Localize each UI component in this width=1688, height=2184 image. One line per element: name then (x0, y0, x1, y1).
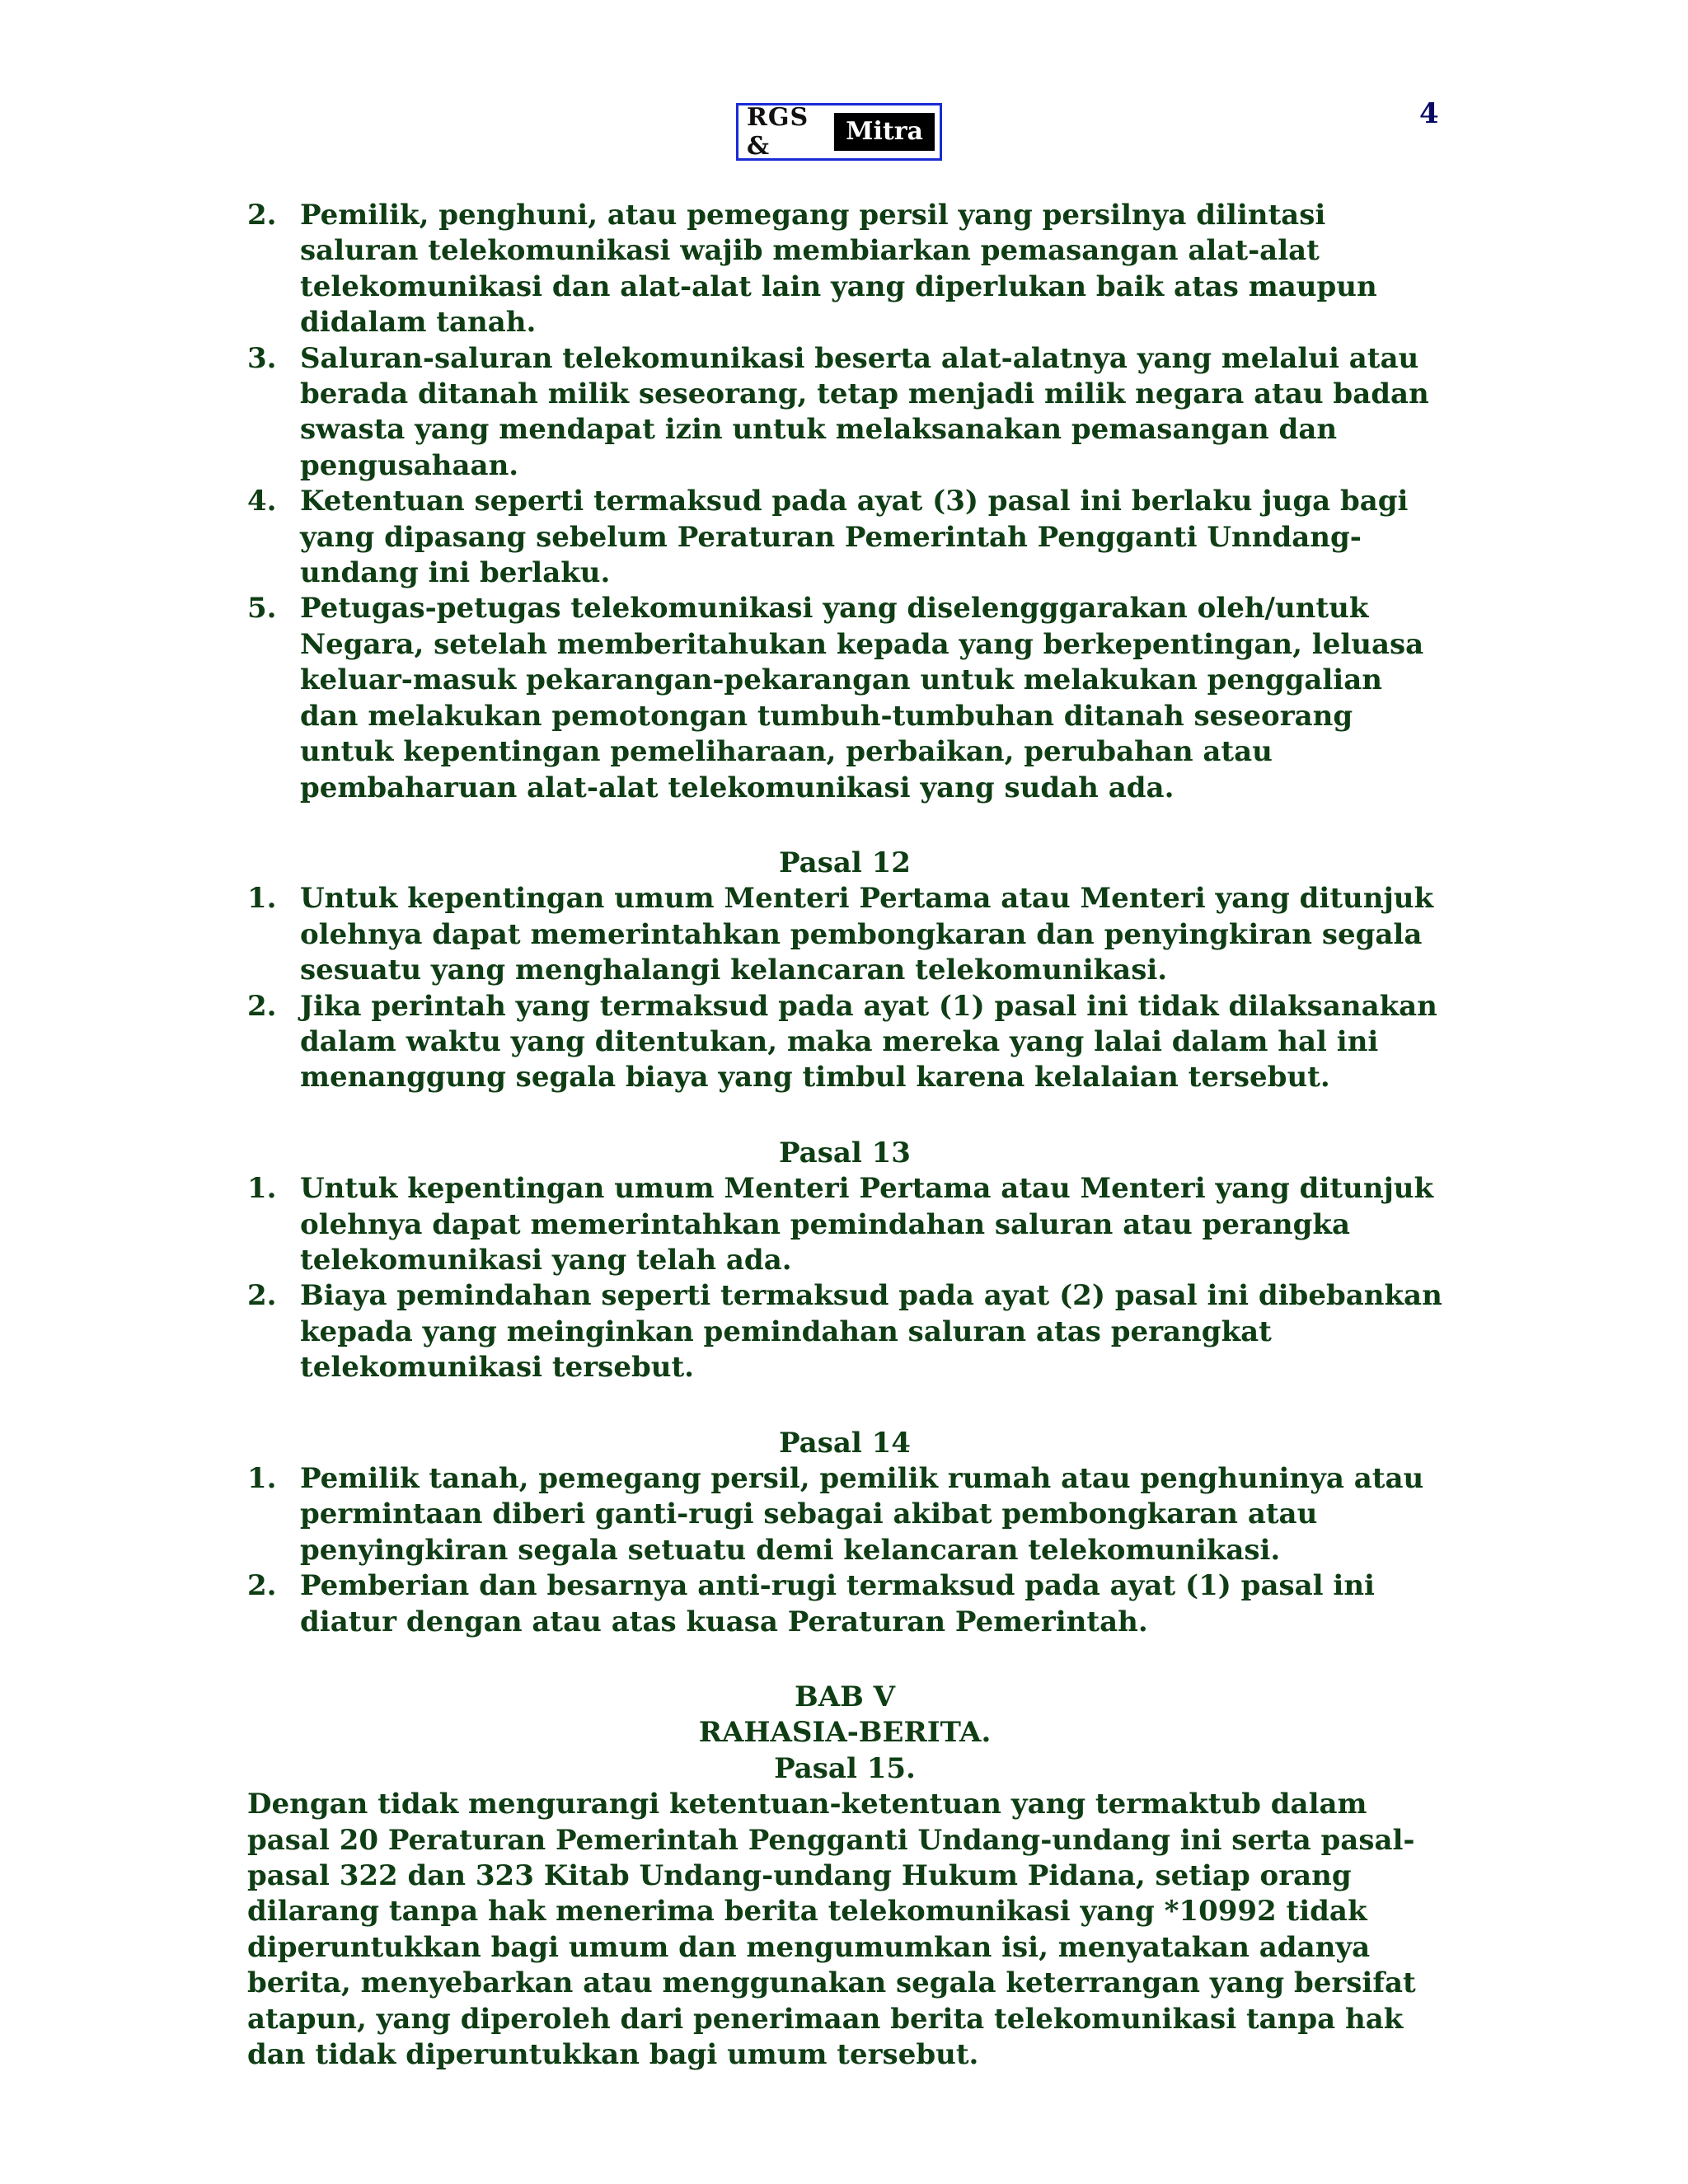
item-number: 2. (247, 989, 277, 1023)
logo-left-text: RGS & (747, 103, 809, 161)
item-number: 2. (247, 1569, 277, 1603)
item-number: 1. (247, 882, 277, 916)
item-text: Saluran-saluran telekomunikasi beserta alat-alatnya yang melalui atau berada ditanah milik seseorang, tetap menjadi milik negara atau badan swasta yang mendapat izin untuk melaksanakan pemasangan dan pengusahaan. (300, 341, 1429, 482)
firm-logo (736, 103, 942, 161)
document-body (247, 198, 1442, 2074)
item-text: Pemilik, penghuni, atau pemegang persil yang persilnya dilintasi saluran telekomunikasi wajib membiarkan pemasangan alat-alat telekomunikasi dan alat-alat lain yang diperlukan baik atas maupun didalam tanah. (300, 199, 1377, 340)
item-text: Untuk kepentingan umum Menteri Pertama atau Menteri yang ditunjuk olehnya dapat memerintahkan pembongkaran dan penyingkiran segala sesuatu yang menghalangi kelancaran telekomunikasi. (300, 882, 1434, 987)
item-text: Pemberian dan besarnya anti-rugi termaksud pada ayat (1) pasal ini diatur dengan atau atas kuasa Peraturan Pemerintah. (300, 1569, 1375, 1638)
section-gap (247, 1386, 1442, 1426)
section-heading-pasal-13: Pasal 13 (779, 1136, 911, 1169)
item-number: 5. (247, 592, 277, 626)
item-number: 1. (247, 1462, 277, 1495)
list-item (247, 1278, 1442, 1385)
item-text: Petugas-petugas telekomunikasi yang diselengggarakan oleh/untuk Negara, setelah memberitahukan kepada yang berkepentingan, leluasa keluar-masuk pekarangan-pekarangan untuk melakukan penggalian dan melakukan pemotongan tumbuh-tumbuhan ditanah seseorang untuk kepentingan pemeliharaan, perbaikan, perubahan atau pembaharuan alat-alat telekomunikasi yang sudah ada. (300, 592, 1424, 804)
list-item (247, 1461, 1442, 1568)
item-text: Jika perintah yang termaksud pada ayat (1) pasal ini tidak dilaksanakan dalam waktu yang ditentukan, maka mereka yang lalai dalam hal ini menanggung segala biaya yang timbul karena kelalaian tersebut. (300, 989, 1437, 1094)
item-number: 2. (247, 199, 277, 232)
item-number: 1. (247, 1172, 277, 1206)
item-number: 2. (247, 1279, 277, 1313)
list-item (247, 198, 1442, 341)
list-item (247, 484, 1442, 591)
item-text: Ketentuan seperti termaksud pada ayat (3) pasal ini berlaku juga bagi yang dipasang sebelum Peraturan Pemerintah Pengganti Unndang-undang ini berlaku. (300, 485, 1409, 590)
list-item (247, 1171, 1442, 1278)
body-paragraph: Dengan tidak mengurangi ketentuan-ketentuan yang termaktub dalam pasal 20 Peraturan Pemerintah Pengganti Undang-undang ini serta pasal-pasal 322 dan 323 Kitab Undang-undang Hukum Pidana, setiap orang dilarang tanpa hak menerima berita telekomunikasi yang *10992 tidak diperuntukkan bagi umum dan mengumumkan isi, menyatakan adanya berita, menyebarkan atau menggunakan segala keterrangan yang bersifat atapun, yang diperoleh dari penerimaan berita telekomunikasi tanpa hak dan tidak diperuntukkan bagi umum tersebut. (247, 1788, 1416, 2072)
list-item (247, 989, 1442, 1096)
section-gap (247, 1640, 1442, 1680)
item-text: Untuk kepentingan umum Menteri Pertama atau Menteri yang ditunjuk olehnya dapat memerintahkan pemindahan saluran atau perangka telekomunikasi yang telah ada. (300, 1172, 1434, 1277)
item-number: 3. (247, 341, 277, 375)
section-heading-pasal-14: Pasal 14 (779, 1426, 911, 1460)
list-item (247, 1568, 1442, 1640)
list-item (247, 341, 1442, 485)
list-item (247, 591, 1442, 805)
page-number: 4 (1419, 97, 1439, 130)
section-gap (247, 1096, 1442, 1136)
chapter-heading: BAB V (794, 1680, 896, 1714)
item-text: Pemilik tanah, pemegang persil, pemilik rumah atau penghuninya atau permintaan diberi ganti-rugi sebagai akibat pembongkaran atau penyingkiran segala setuatu demi kelancaran telekomunikasi. (300, 1462, 1424, 1567)
item-number: 4. (247, 485, 277, 518)
section-heading-pasal-15: Pasal 15. (774, 1751, 916, 1785)
logo-right-text: Mitra (834, 113, 935, 151)
chapter-subtitle: RAHASIA-BERITA. (698, 1716, 992, 1750)
intro-list (247, 198, 1442, 806)
item-text: Biaya pemindahan seperti termaksud pada ayat (2) pasal ini dibebankan kepada yang meinginkan pemindahan saluran atas perangkat telekomunikasi tersebut. (300, 1279, 1442, 1385)
list-item (247, 881, 1442, 988)
section-heading-pasal-12: Pasal 12 (779, 846, 911, 879)
section-gap (247, 806, 1442, 846)
